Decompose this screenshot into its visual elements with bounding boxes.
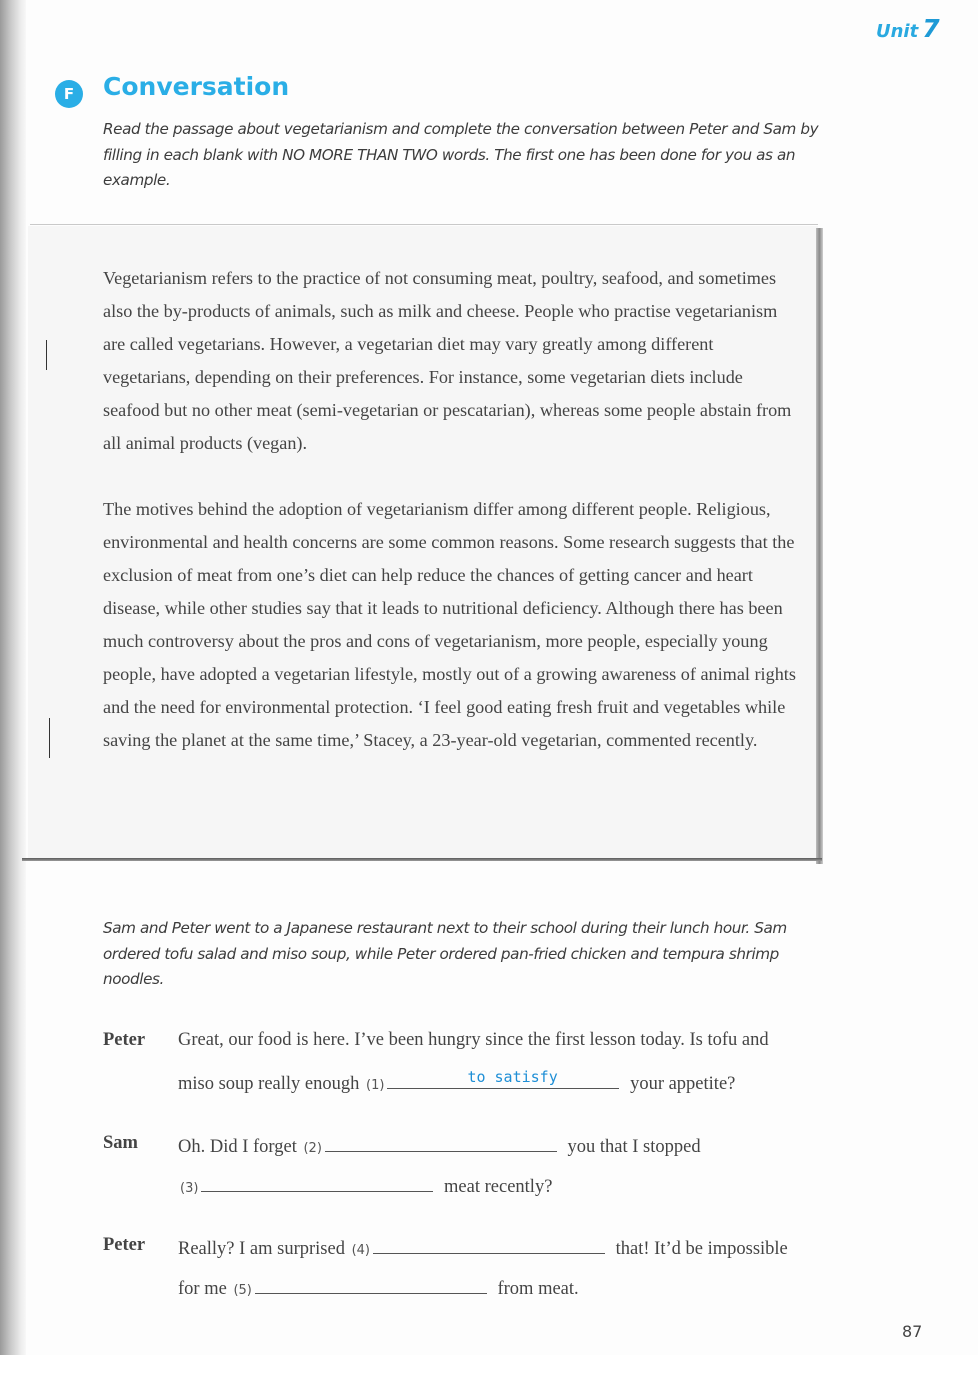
answer-blank-1[interactable]: [387, 1070, 619, 1089]
unit-number: 7: [922, 14, 940, 43]
dialogue-text: Really? I am surprised: [178, 1239, 345, 1259]
dialogue-line: [178, 1070, 735, 1095]
example-answer: to satisfy: [467, 1068, 558, 1086]
dialogue-text: for me: [178, 1279, 227, 1299]
dialogue-line: [178, 1173, 552, 1198]
answer-blank-4[interactable]: [373, 1235, 605, 1254]
dialogue-line: [178, 1133, 701, 1158]
section-instructions: Read the passage about vegetarianism and complete the conversation between Peter and Sam by filling in each blank with NO MORE THAN TWO words. The first one has been done for you as an example.: [103, 120, 819, 189]
question-number: (4): [351, 1243, 371, 1258]
dialogue-line: Great, our food is here. I’ve been hungry since the first lesson today. Is tofu and: [178, 1030, 769, 1050]
question-number: (2): [303, 1141, 322, 1156]
dialogue-line: [178, 1275, 579, 1300]
dialogue-text: miso soup really enough: [178, 1074, 360, 1094]
unit-label: [876, 14, 940, 43]
dialogue-text: Oh. Did I forget: [178, 1137, 297, 1157]
dialogue-text: meat recently?: [444, 1177, 553, 1197]
dialogue-text: that! It’d be impossible: [615, 1239, 788, 1259]
scan-bottom-margin: [0, 1355, 978, 1383]
passage-top-rule: [30, 224, 818, 225]
passage-box-bottom-edge: [22, 858, 822, 861]
book-spine-shadow: [0, 0, 26, 1355]
reading-passage: [103, 262, 803, 790]
passage-paragraph: Vegetarianism refers to the practice of not consuming meat, poultry, seafood, and sometimes also the by-products of animals, such as milk and cheese. People who practise vegetarianism are called vegetarians. However, a vegetarian diet may vary greatly among different vegetarians, depending on their preferences. For instance, some vegetarian diets include seafood but no other meat (semi-vegetarian or pescatarian), whereas some people abstain from all animal products (vegan).: [103, 268, 792, 453]
section-badge: F: [55, 80, 83, 108]
question-number: (3): [180, 1181, 199, 1196]
answer-blank-5[interactable]: [255, 1275, 487, 1294]
passage-paragraph: The motives behind the adoption of vegetarianism differ among different people. Religious, environmental and health concerns are some common reasons. Some research suggests that the exclusion of meat from one’s diet can help reduce the chances of getting cancer and heart disease, while other studies say that it leads to nutritional deficiency. Although there has been much controversy about the pros and cons of vegetarianism, more people, especially young people, have adopted a vegetarian lifestyle, mostly out of a growing awareness of animal rights and the need for environmental protection. ‘I feel good eating fresh fruit and vegetables while saving the planet at the same time,’ Stacey, a 23-year-old vegetarian, commented recently.: [103, 499, 796, 750]
margin-pencil-mark: [46, 340, 47, 370]
conversation-context: Sam and Peter went to a Japanese restaurant next to their school during their lunch hour. Sam ordered tofu salad and miso soup, while Peter ordered pan-fried chicken and tempura shrimp noodles.: [103, 919, 787, 988]
question-number: (1): [366, 1078, 385, 1093]
dialogue-text: you that I stopped: [567, 1137, 701, 1157]
answer-blank-2[interactable]: [325, 1133, 557, 1152]
section-title: Conversation: [103, 72, 290, 101]
speaker-label: Peter: [103, 1235, 146, 1255]
passage-box-right-edge: [816, 228, 823, 864]
unit-label-text: Unit: [876, 21, 919, 42]
speaker-label: Sam: [103, 1133, 138, 1153]
question-number: (5): [233, 1283, 252, 1298]
dialogue-line: [178, 1235, 788, 1260]
dialogue-text: from meat.: [497, 1279, 579, 1299]
page-number: 87: [902, 1322, 923, 1341]
answer-blank-3[interactable]: [201, 1173, 433, 1192]
speaker-label: Peter: [103, 1030, 146, 1050]
margin-pencil-mark: [49, 718, 50, 758]
dialogue-text: your appetite?: [630, 1074, 736, 1094]
